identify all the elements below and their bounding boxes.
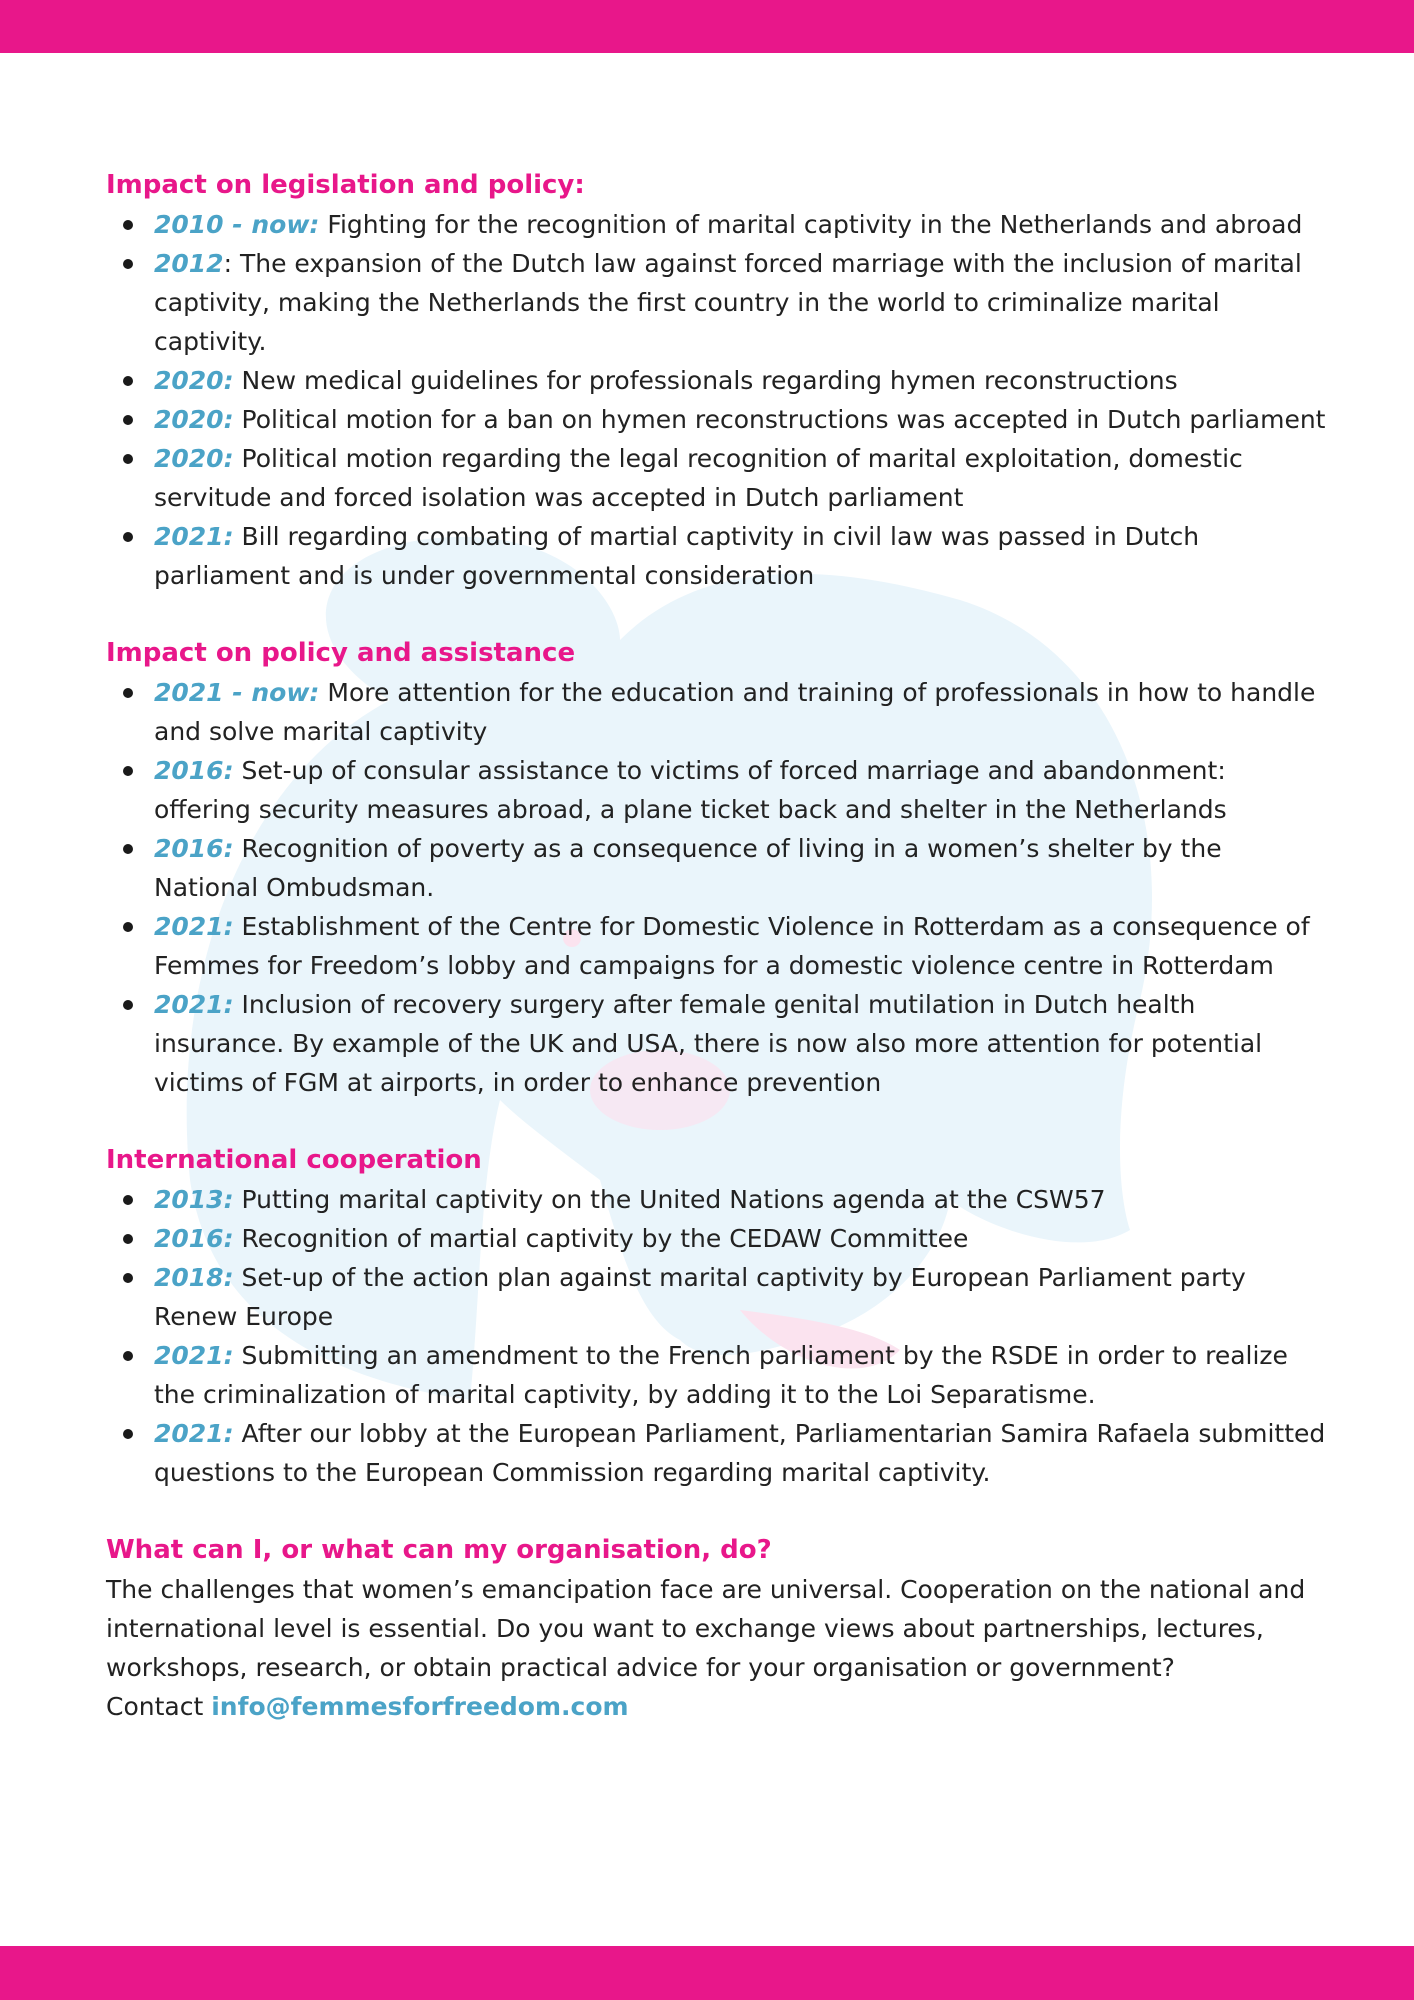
item-text: New medical guidelines for professionals regarding hymen reconstructions (233, 366, 1178, 395)
list-item (106, 1336, 1326, 1414)
bullet-icon (123, 454, 133, 464)
year-label: 2020: (154, 366, 234, 395)
list-item (106, 400, 1326, 439)
bullet-icon (123, 1429, 133, 1439)
section-heading: Impact on policy and assistance (106, 638, 576, 668)
closing-heading: What can I, or what can my organisation, do? (106, 1535, 772, 1565)
list-item (106, 439, 1326, 517)
bullet-icon (123, 532, 133, 542)
list-item (106, 361, 1326, 400)
list-item (106, 205, 1326, 244)
item-text: After our lobby at the European Parliament, Parliamentarian Samira Rafaela submitted questions to the European Commission regarding marital captivity. (154, 1419, 1326, 1487)
bullet-icon (123, 1195, 133, 1205)
year-label: 2021: (154, 990, 234, 1019)
item-text: Set-up of consular assistance to victims of forced marriage and abandonment: offering security measures abroad, a plane ticket back and shelter in the Netherlands (154, 756, 1227, 824)
policy-assistance-list (106, 673, 1326, 1102)
year-label: 2010 - now: (154, 210, 320, 239)
year-label: 2020: (154, 405, 234, 434)
list-item (106, 244, 1326, 361)
bullet-icon (123, 1273, 133, 1283)
item-text: Recognition of poverty as a consequence of living in a women’s shelter by the National Ombudsman. (154, 834, 1222, 902)
bullet-icon (123, 259, 133, 269)
legislation-list (106, 205, 1326, 595)
year-label: 2016: (154, 756, 234, 785)
list-item (106, 517, 1326, 595)
closing-paragraph (106, 1570, 1326, 1726)
bullet-icon (123, 766, 133, 776)
contact-label: Contact (106, 1692, 212, 1721)
bullet-icon (123, 1351, 133, 1361)
item-text: Set-up of the action plan against marital captivity by European Parliament party Renew Europe (154, 1263, 1246, 1331)
list-item (106, 751, 1326, 829)
closing-body: The challenges that women’s emancipation face are universal. Cooperation on the national and international level is essential. Do you want to exchange views about partnerships, lectures, workshops, research, or obtain practical advice for your organisation or government? (106, 1575, 1306, 1682)
item-text: : The expansion of the Dutch law against forced marriage with the inclusion of marital captivity, making the Netherlands the first country in the world to criminalize marital captivity. (154, 249, 1302, 356)
item-text: Inclusion of recovery surgery after female genital mutilation in Dutch health insurance. By example of the UK and USA, there is now also more attention for potential victims of FGM at airports, in order to enhance prevention (154, 990, 1263, 1097)
international-list (106, 1180, 1326, 1492)
list-item (106, 985, 1326, 1102)
list-item (106, 1219, 1326, 1258)
item-text: Bill regarding combating of martial captivity in civil law was passed in Dutch parliament and is under governmental consideration (154, 522, 1200, 590)
year-label: 2021: (154, 1341, 234, 1370)
section-international (106, 1141, 1326, 1492)
bullet-icon (123, 844, 133, 854)
item-text: Establishment of the Centre for Domestic Violence in Rotterdam as a consequence of Femmes for Freedom’s lobby and campaigns for a domestic violence centre in Rotterdam (154, 912, 1310, 980)
item-text: More attention for the education and training of professionals in how to handle and solve marital captivity (154, 678, 1316, 746)
main-content (106, 166, 1326, 1765)
bottom-color-band (0, 1946, 1414, 2000)
year-label: 2013: (154, 1185, 234, 1214)
bullet-icon (123, 688, 133, 698)
section-closing (106, 1531, 1326, 1726)
section-policy-assistance (106, 634, 1326, 1102)
list-item (106, 1180, 1326, 1219)
item-text: Putting marital captivity on the United Nations agenda at the CSW57 (233, 1185, 1106, 1214)
bullet-icon (123, 220, 133, 230)
item-text: Submitting an amendment to the French parliament by the RSDE in order to realize the criminalization of marital captivity, by adding it to the Loi Separatisme. (154, 1341, 1288, 1409)
bullet-icon (123, 1234, 133, 1244)
list-item (106, 829, 1326, 907)
contact-email-link[interactable]: info@femmesforfreedom.com (211, 1692, 629, 1721)
section-heading: International cooperation (106, 1145, 482, 1175)
bullet-icon (123, 415, 133, 425)
list-item (106, 673, 1326, 751)
item-text: Political motion for a ban on hymen reconstructions was accepted in Dutch parliament (233, 405, 1326, 434)
list-item (106, 1258, 1326, 1336)
year-label: 2021: (154, 1419, 234, 1448)
year-label: 2012 (154, 249, 224, 278)
section-heading: Impact on legislation and policy: (106, 170, 585, 200)
bullet-icon (123, 1000, 133, 1010)
year-label: 2018: (154, 1263, 234, 1292)
year-label: 2021 - now: (154, 678, 320, 707)
bullet-icon (123, 376, 133, 386)
item-text: Fighting for the recognition of marital captivity in the Netherlands and abroad (319, 210, 1303, 239)
list-item (106, 907, 1326, 985)
year-label: 2016: (154, 834, 234, 863)
bullet-icon (123, 922, 133, 932)
item-text: Political motion regarding the legal recognition of marital exploitation, domestic servitude and forced isolation was accepted in Dutch parliament (154, 444, 1243, 512)
list-item (106, 1414, 1326, 1492)
year-label: 2021: (154, 912, 234, 941)
year-label: 2020: (154, 444, 234, 473)
year-label: 2021: (154, 522, 234, 551)
item-text: Recognition of martial captivity by the CEDAW Committee (233, 1224, 969, 1253)
section-legislation (106, 166, 1326, 595)
year-label: 2016: (154, 1224, 234, 1253)
